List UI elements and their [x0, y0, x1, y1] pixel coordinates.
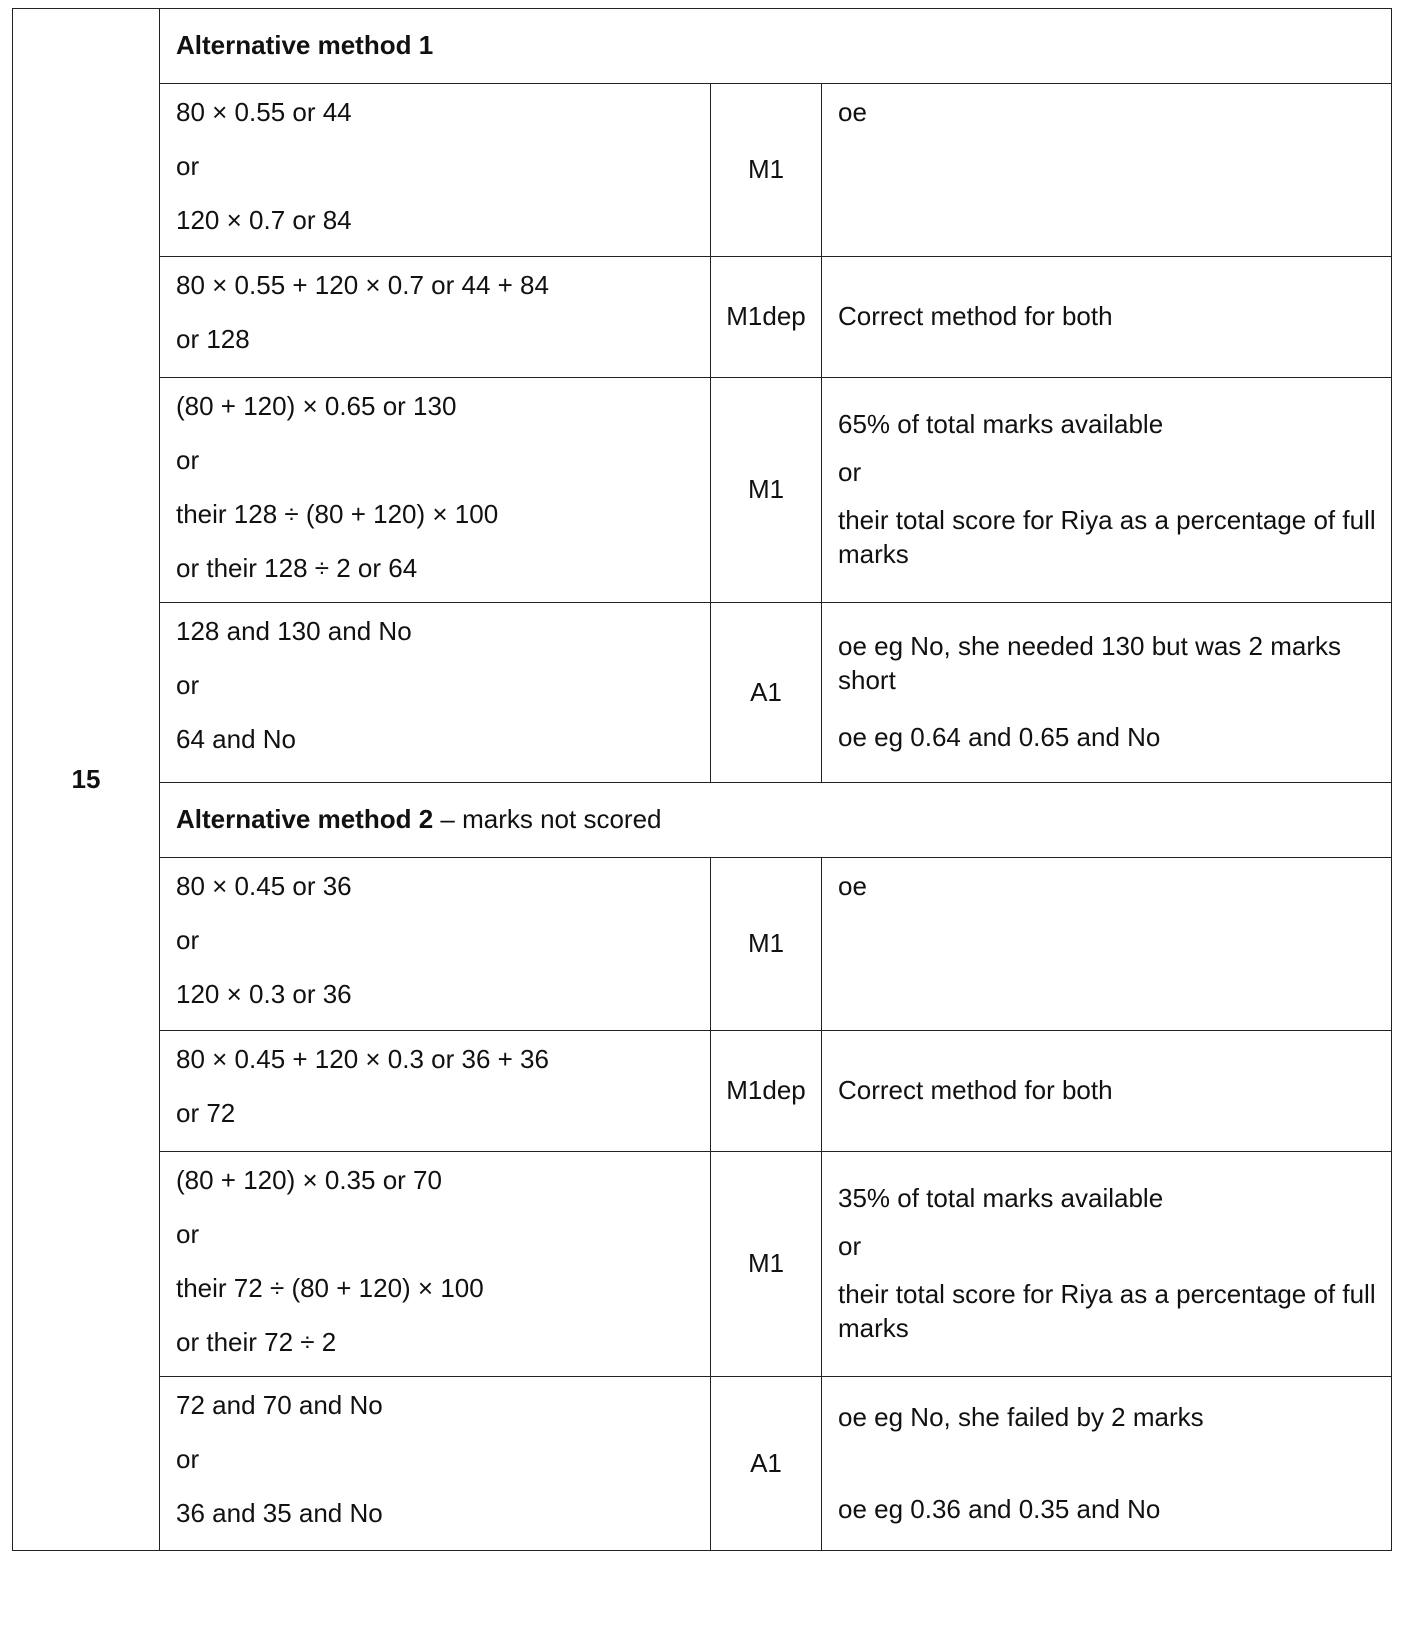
- alt1-row2-mark: M1dep: [711, 257, 822, 378]
- alt1-heading: [160, 9, 1392, 84]
- working-line: 80 × 0.55 or 44: [176, 97, 352, 127]
- alt2-row3-working: [160, 1152, 711, 1377]
- comment-line: or: [838, 1231, 862, 1262]
- comment-line: oe eg 0.64 and 0.65 and No: [838, 722, 1161, 753]
- alt2-row4-working: [160, 1377, 711, 1551]
- working-line: or: [176, 151, 200, 181]
- alt1-row1-working: [160, 84, 711, 257]
- comment-line: oe eg No, she failed by 2 marks: [838, 1401, 1204, 1432]
- comment-line: oe: [838, 97, 867, 127]
- working-line: or: [176, 670, 200, 700]
- alt2-heading-label: Alternative method 2: [176, 804, 434, 835]
- alt2-row4-comments: [822, 1377, 1392, 1551]
- working-line: 80 × 0.45 + 120 × 0.3 or 36 + 36: [176, 1044, 549, 1074]
- working-line: or 72: [176, 1098, 236, 1128]
- working-line: or their 128 ÷ 2 or 64: [176, 553, 418, 583]
- comment-line: Correct method for both: [838, 1075, 1113, 1106]
- comment-line: or: [838, 457, 862, 488]
- working-line: or: [176, 925, 200, 955]
- alt1-row4-comments: [822, 603, 1392, 783]
- alt1-row4-mark: A1: [711, 603, 822, 783]
- comment-line: oe eg No, she needed 130 but was 2 marks short: [838, 630, 1341, 695]
- alt2-heading-suffix: – marks not scored: [433, 804, 662, 835]
- alt1-row3-working: [160, 378, 711, 603]
- working-line: or: [176, 1219, 200, 1249]
- alt2-row3-comments: [822, 1152, 1392, 1377]
- comment-line: oe: [838, 871, 867, 901]
- alt1-row3-comments: [822, 378, 1392, 603]
- alt1-row1-mark: M1: [711, 84, 822, 257]
- question-number: 15: [13, 9, 160, 1551]
- working-line: 120 × 0.3 or 36: [176, 979, 352, 1009]
- working-line: or 128: [176, 324, 250, 354]
- alt2-row1-comments: [822, 858, 1392, 1031]
- working-line: 64 and No: [176, 724, 296, 754]
- working-line: 128 and 130 and No: [176, 616, 412, 646]
- alt1-heading-label: Alternative method 1: [176, 30, 434, 61]
- alt2-row1-working: [160, 858, 711, 1031]
- comment-line: 35% of total marks available: [838, 1183, 1164, 1214]
- comment-line: Correct method for both: [838, 301, 1113, 332]
- working-line: their 72 ÷ (80 + 120) × 100: [176, 1273, 484, 1303]
- comment-line: 65% of total marks available: [838, 409, 1164, 440]
- alt2-row2-working: [160, 1031, 711, 1152]
- working-line: 72 and 70 and No: [176, 1390, 383, 1420]
- alt2-row3-mark: M1: [711, 1152, 822, 1377]
- working-line: 36 and 35 and No: [176, 1498, 383, 1528]
- alt2-heading: [160, 783, 1392, 858]
- comment-line: oe eg 0.36 and 0.35 and No: [838, 1493, 1161, 1524]
- working-line: 80 × 0.45 or 36: [176, 871, 352, 901]
- alt2-row4-mark: A1: [711, 1377, 822, 1551]
- comment-line: their total score for Riya as a percentage of full marks: [838, 1279, 1376, 1343]
- alt1-row4-working: [160, 603, 711, 783]
- alt1-row3-mark: M1: [711, 378, 822, 603]
- working-line: their 128 ÷ (80 + 120) × 100: [176, 499, 499, 529]
- alt1-row2-working: [160, 257, 711, 378]
- working-line: 80 × 0.55 + 120 × 0.7 or 44 + 84: [176, 270, 549, 300]
- mark-scheme-table: [12, 8, 1392, 1551]
- alt2-row2-mark: M1dep: [711, 1031, 822, 1152]
- working-line: 120 × 0.7 or 84: [176, 205, 352, 235]
- alt1-row2-comments: [822, 257, 1392, 378]
- working-line: (80 + 120) × 0.65 or 130: [176, 391, 457, 421]
- working-line: (80 + 120) × 0.35 or 70: [176, 1165, 442, 1195]
- working-line: or: [176, 445, 200, 475]
- alt2-row2-comments: [822, 1031, 1392, 1152]
- comment-line: their total score for Riya as a percentage of full marks: [838, 505, 1376, 569]
- working-line: or: [176, 1444, 200, 1474]
- working-line: or their 72 ÷ 2: [176, 1327, 337, 1357]
- alt2-row1-mark: M1: [711, 858, 822, 1031]
- alt1-row1-comments: [822, 84, 1392, 257]
